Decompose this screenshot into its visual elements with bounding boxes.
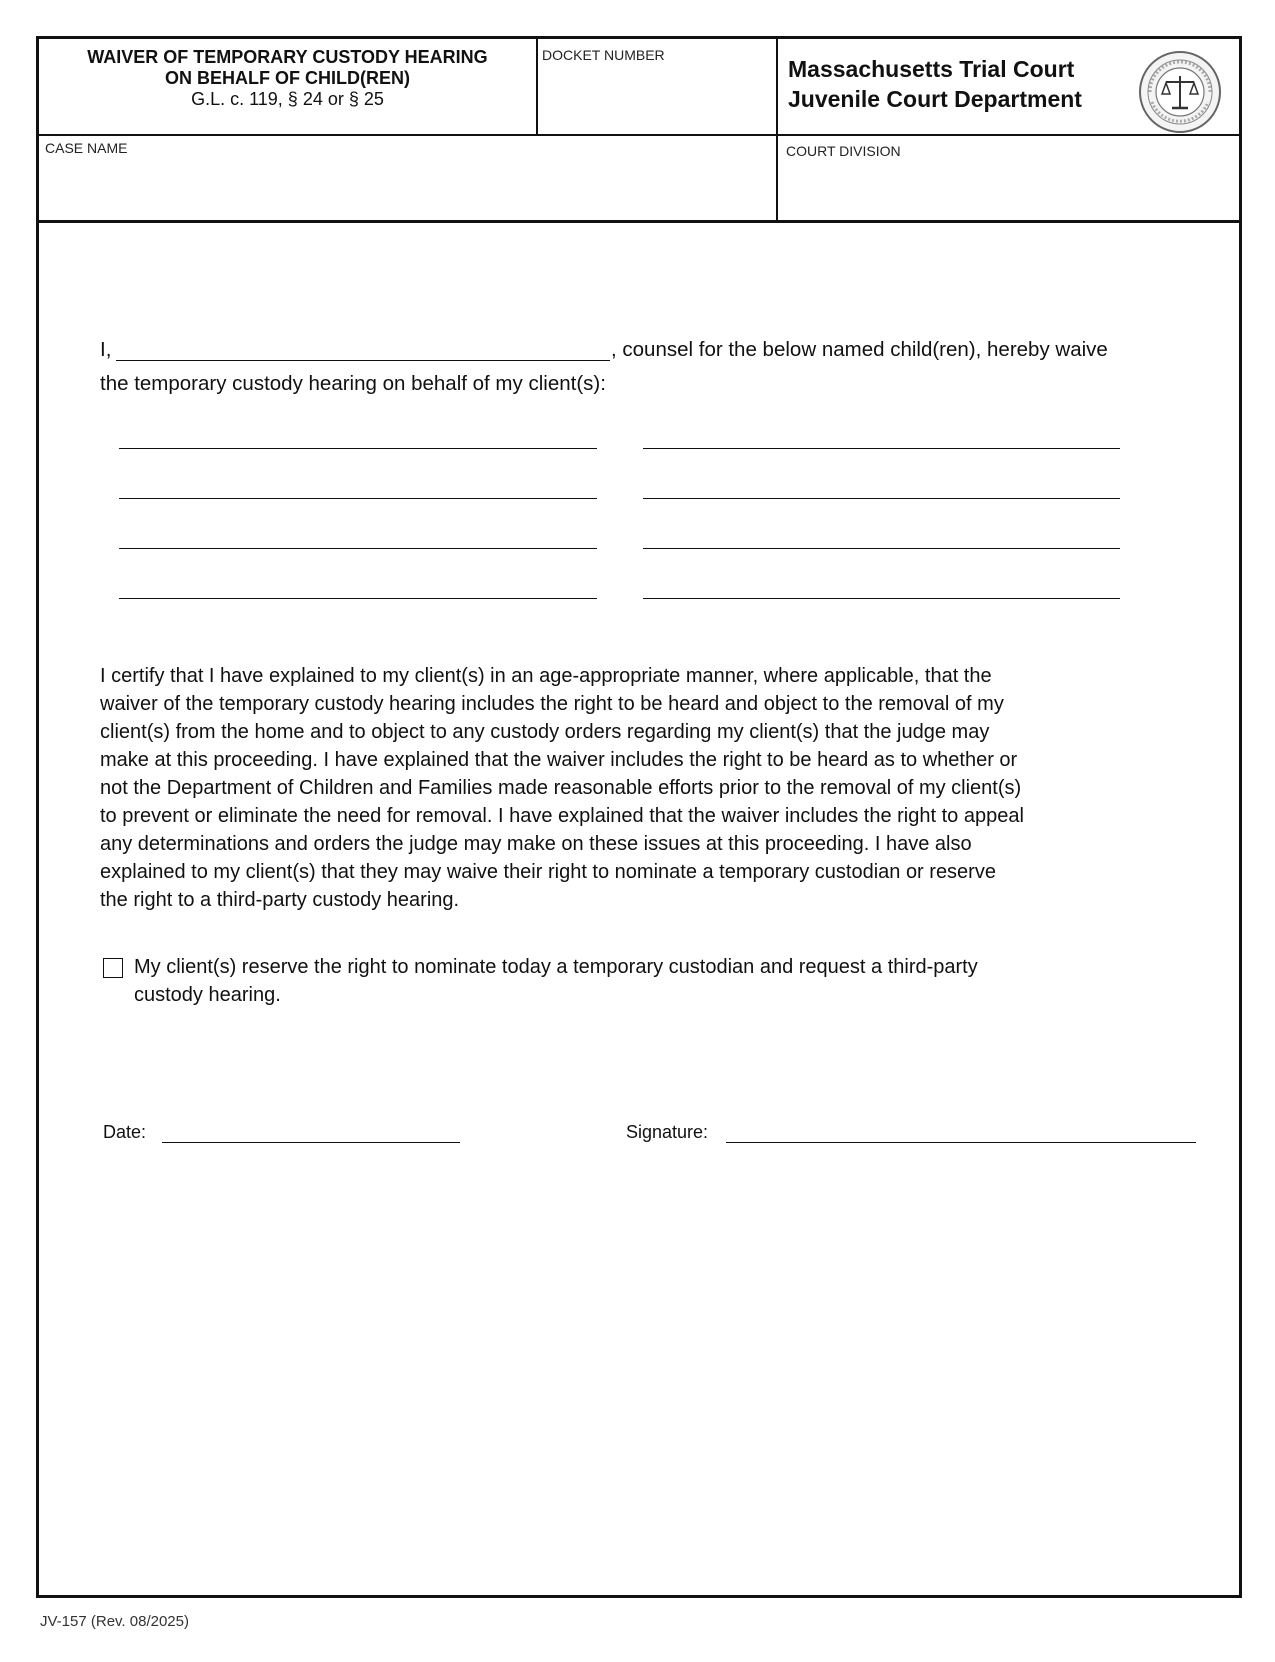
court-name-line1: Massachusetts Trial Court [788,56,1075,82]
case-name-field[interactable] [40,160,772,218]
child-name-field-1[interactable] [119,448,597,449]
intro-prefix: I, [100,338,112,361]
court-seal-icon [1138,50,1222,134]
certification-line: explained to my client(s) that they may waive their right to nominate a temporary custodian or reserve [100,861,996,883]
header-col-divider-2 [776,36,778,222]
certification-paragraph [100,662,1024,914]
court-division-field[interactable] [782,162,1238,218]
certification-line: waiver of the temporary custody hearing includes the right to be heard and object to the removal of my [100,693,1004,715]
certification-line: to prevent or eliminate the need for removal. I have explained that the waiver includes the right to appeal [100,805,1024,827]
child-name-field-5[interactable] [119,548,597,549]
docket-number-label: DOCKET NUMBER [542,47,665,63]
form-title-line2: ON BEHALF OF CHILD(REN) [165,68,410,88]
certification-line: any determinations and orders the judge may make on these issues at this proceeding. I have also [100,833,972,855]
date-label: Date: [103,1122,147,1142]
intro-line2: the temporary custody hearing on behalf of my client(s): [100,372,606,395]
statute-reference: G.L. c. 119, § 24 or § 25 [191,89,384,109]
court-division-label: COURT DIVISION [786,143,901,159]
certification-line: I certify that I have explained to my client(s) in an age-appropriate manner, where applicable, that the [100,665,992,687]
child-name-field-7[interactable] [119,598,597,599]
reserve-custodian-line1: My client(s) reserve the right to nominate today a temporary custodian and request a third-party [134,956,978,978]
child-name-field-2[interactable] [643,448,1120,449]
signature-field[interactable] [726,1142,1196,1143]
docket-number-field[interactable] [540,66,772,130]
form-title-line1: WAIVER OF TEMPORARY CUSTODY HEARING [87,47,488,67]
child-name-field-3[interactable] [119,498,597,499]
child-name-field-8[interactable] [643,598,1120,599]
header-bottom-border [36,220,1242,223]
court-name [788,54,1082,114]
counsel-name-field[interactable] [116,360,610,361]
reserve-custodian-checkbox[interactable] [103,958,123,978]
reserve-custodian-label [134,953,978,1009]
court-name-line2: Juvenile Court Department [788,86,1082,112]
certification-line: make at this proceeding. I have explained that the waiver includes the right to be heard as to whether or [100,749,1018,771]
child-name-field-4[interactable] [643,498,1120,499]
signature-label: Signature: [626,1122,709,1142]
child-name-field-6[interactable] [643,548,1120,549]
form-title [40,47,535,110]
date-field[interactable] [162,1142,460,1143]
form-id: JV-157 (Rev. 08/2025) [40,1613,189,1630]
header-col-divider-1 [536,36,538,136]
intro-suffix: , counsel for the below named child(ren), hereby waive [611,338,1108,361]
certification-line: the right to a third-party custody hearing. [100,889,460,911]
certification-line: client(s) from the home and to object to any custody orders regarding my client(s) that the judge may [100,721,990,743]
header-divider [36,134,1242,136]
case-name-label: CASE NAME [45,140,128,156]
certification-line: not the Department of Children and Families made reasonable efforts prior to the removal of my client(s) [100,777,1022,799]
reserve-custodian-line2: custody hearing. [134,984,281,1006]
